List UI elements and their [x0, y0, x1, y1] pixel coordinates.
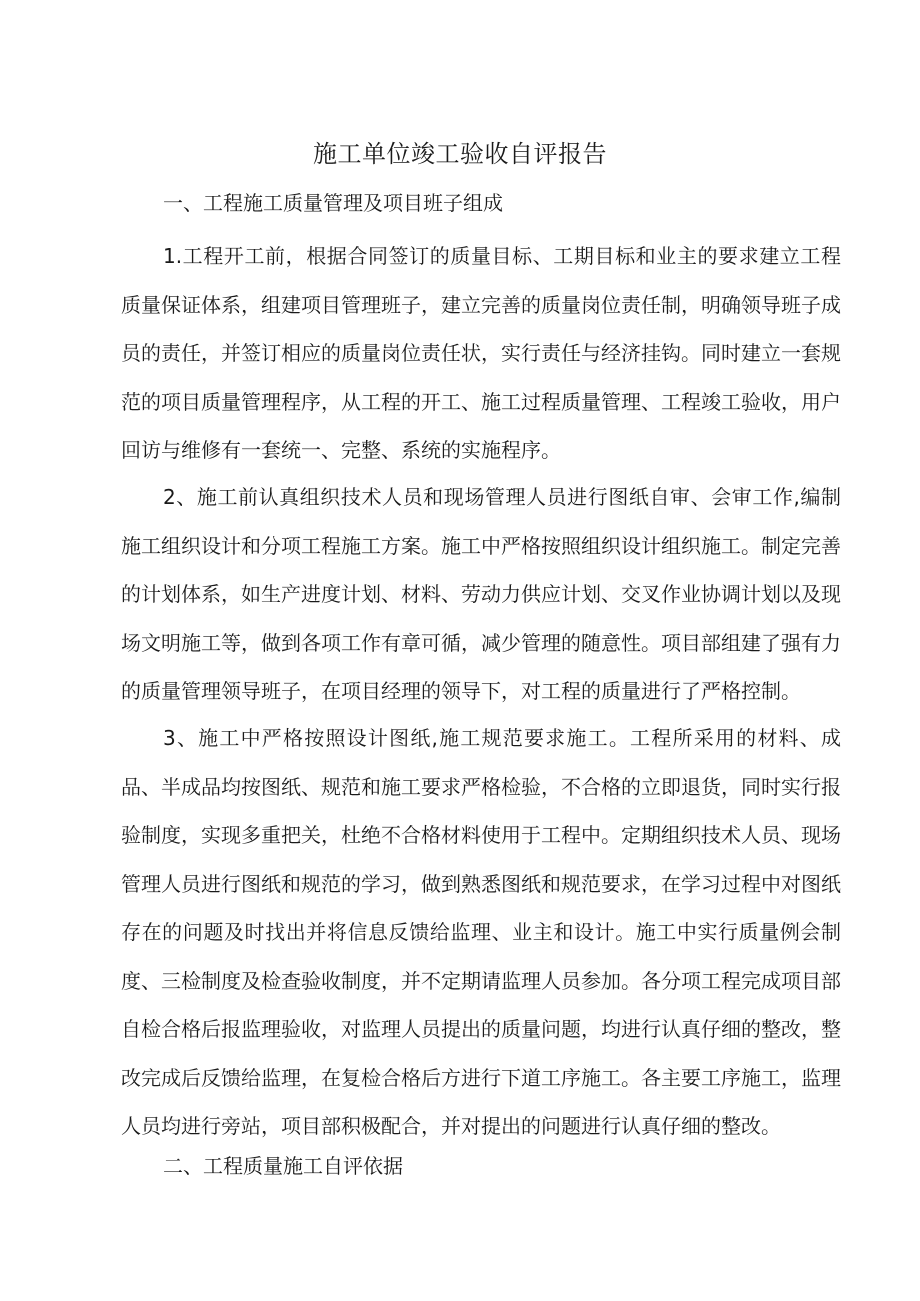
- section-heading-1: 一、工程施工质量管理及项目班子组成: [163, 191, 503, 215]
- document-title: 施工单位竣工验收自评报告: [313, 140, 607, 168]
- paragraph-2: 2、施工前认真组织技术人员和现场管理人员进行图纸自审、会审工作,编制施工组织设计和分项工程施工方案。施工中严格按照组织设计组织施工。制定完善的计划体系，如生产进度计划、材料、劳动力供应计划、交叉作业协调计划以及现场文明施工等，做到各项工作有章可循，减少管理的随意性。项目部组建了强有力的质量管理领导班子，在项目经理的领导下，对工程的质量进行了严格控制。: [121, 485, 841, 703]
- section-heading-2: 二、工程质量施工自评依据: [163, 1154, 403, 1178]
- paragraph-1: 1.工程开工前，根据合同签订的质量目标、工期目标和业主的要求建立工程质量保证体系，组建项目管理班子，建立完善的质量岗位责任制，明确领导班子成员的责任，并签订相应的质量岗位责任状，实行责任与经济挂钩。同时建立一套规范的项目质量管理程序，从工程的开工、施工过程质量管理、工程竣工验收，用户回访与维修有一套统一、完整、系统的实施程序。: [121, 244, 841, 462]
- paragraph-3: 3、施工中严格按照设计图纸,施工规范要求施工。工程所采用的材料、成品、半成品均按图纸、规范和施工要求严格检验，不合格的立即退货，同时实行报验制度，实现多重把关，杜绝不合格材料使用于工程中。定期组织技术人员、现场管理人员进行图纸和规范的学习，做到熟悉图纸和规范要求，在学习过程中对图纸存在的问题及时找出并将信息反馈给监理、业主和设计。施工中实行质量例会制度、三检制度及检查验收制度，并不定期请监理人员参加。各分项工程完成项目部自检合格后报监理验收，对监理人员提出的质量问题，均进行认真仔细的整改，整改完成后反馈给监理，在复检合格后方进行下道工序施工。各主要工序施工，监理人员均进行旁站，项目部积极配合，并对提出的问题进行认真仔细的整改。: [121, 726, 841, 1138]
